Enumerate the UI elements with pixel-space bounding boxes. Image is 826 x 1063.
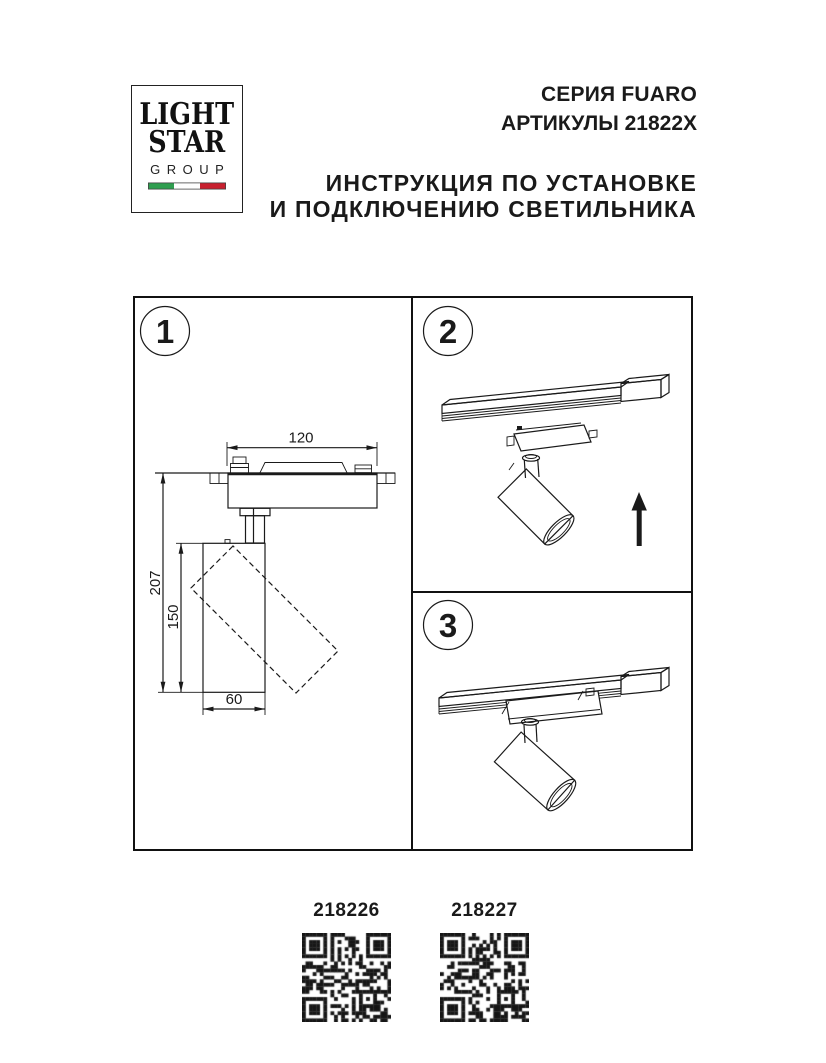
insert-up-arrow-icon [632,492,647,546]
qr-code-image [302,933,391,1022]
spot-cylinder-front-view [203,540,265,693]
instruction-title-line1: ИНСТРУКЦИЯ ПО УСТАНОВКЕ [325,170,697,196]
articles-title: АРТИКУЛЫ 21822X [501,112,697,135]
svg-text:207: 207 [147,570,164,596]
qr-block-218226 [302,901,391,1022]
svg-text:1: 1 [155,313,175,350]
svg-text:150: 150 [165,604,182,630]
qr-block-218227 [440,901,529,1022]
grid-vertical-divider [411,296,413,851]
article-number-label: 218227 [451,900,518,921]
dimension-width-120 [227,430,377,467]
step-1-badge [141,307,190,356]
panel-3-installed-step [413,592,693,851]
spot-fixture-isometric [498,423,597,549]
diagram-grid [133,296,693,851]
svg-text:3: 3 [438,607,458,644]
svg-text:2: 2 [438,313,458,350]
instruction-title [270,170,697,223]
step-3-badge [424,601,473,650]
article-number-label: 218226 [313,900,380,921]
logo-wordmark [139,97,235,161]
track-rail-isometric [439,668,669,715]
spot-cylinder [498,469,578,549]
logo-word-light: LIGHT [139,97,235,132]
track-rail-isometric [442,375,669,422]
panel-1-dimension-drawing [133,296,411,851]
grid-horizontal-divider [411,591,693,593]
dimension-body-width-60 [203,691,265,715]
spot-fixture-installed [494,688,602,815]
logo-word-group: GROUP [150,162,231,178]
qr-code-image [440,933,529,1022]
italian-flag-icon [148,182,226,190]
track-adapter-front-view [155,457,395,543]
lightstar-logo [131,85,243,213]
dimension-body-height-150 [165,543,203,692]
svg-text:120: 120 [288,429,314,447]
series-title: СЕРИЯ FUARO [540,83,697,106]
dimension-total-height-207 [147,473,165,692]
panel-2-mounting-step [413,296,693,592]
instruction-title-line2: И ПОДКЛЮЧЕНИЮ СВЕТИЛЬНИКА [269,196,697,223]
step-2-badge [424,307,473,356]
svg-text:60: 60 [225,691,243,708]
document-header [270,84,697,223]
spot-cylinder [494,732,580,815]
logo-word-star: STAR [148,125,226,161]
